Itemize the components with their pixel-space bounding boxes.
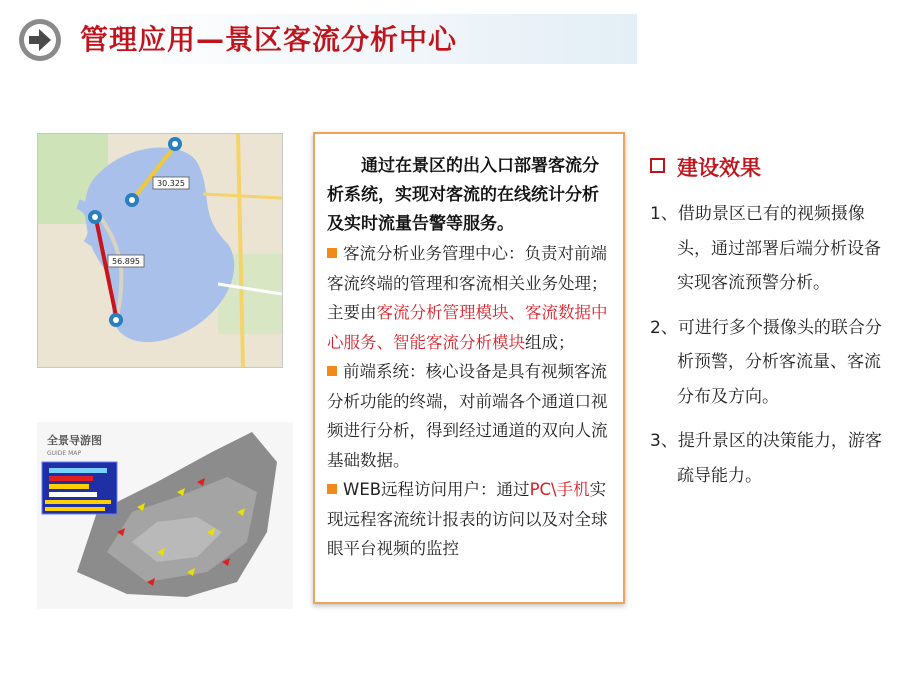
orange-square-bullet-icon: [327, 484, 337, 494]
section-text: WEB远程访问用户：通过: [343, 480, 530, 499]
guide-map-subtitle: GUIDE MAP: [47, 450, 82, 457]
hollow-square-bullet-icon: [650, 158, 665, 173]
guide-map-graphic: [37, 422, 293, 609]
map-label-lower: 56.895: [112, 257, 140, 266]
effect-item: 3、提升景区的决策能力，游客疏导能力。: [650, 431, 882, 486]
orange-square-bullet-icon: [327, 366, 337, 376]
effects-heading: [650, 152, 761, 184]
orange-square-bullet-icon: [327, 248, 337, 258]
section-frontend-system: [327, 357, 615, 475]
section-text: 客流分析业务管理中心：负责对前端客流终端的管理和客流相关业务处理；主要由: [327, 244, 608, 322]
section-web-access: [327, 475, 615, 564]
arrow-right-circle-icon: [18, 18, 62, 62]
section-text-end: 实现远程客流统计报表的访问以及对全球眼平台视频的监控: [327, 480, 608, 558]
lake-map-image: [37, 133, 283, 368]
lake-map-graphic: [38, 134, 282, 367]
section-text: 前端系统：核心设备是具有视频客流分析功能的终端，对前端各个通道口视频进行分析，得到经过通道的双向人流基础数据。: [327, 362, 608, 470]
intro-text: 通过在景区的出入口部署客流分析系统，实现对客流的在线统计分析及实时流量告警等服务。: [327, 156, 599, 234]
effects-heading-text: 建设效果: [677, 156, 761, 180]
guide-map-title: 全景导游图: [47, 434, 102, 447]
map-label-upper: 30.325: [157, 179, 185, 188]
effect-item: 1、借助景区已有的视频摄像头，通过部署后端分析设备实现客流预警分析。: [650, 204, 881, 293]
effects-list: [650, 197, 890, 503]
description-box: [313, 132, 625, 604]
section-management-center: [327, 239, 615, 357]
page-title: 管理应用—景区客流分析中心: [80, 23, 458, 56]
section-highlight: 客流分析管理模块、客流数据中心服务、智能客流分析模块: [327, 303, 608, 352]
section-highlight: PC\手机: [529, 480, 590, 499]
effect-item: 2、可进行多个摄像头的联合分析预警，分析客流量、客流分布及方向。: [650, 317, 882, 407]
guide-map-image: [37, 422, 293, 609]
section-text-end: 组成；: [525, 332, 575, 352]
